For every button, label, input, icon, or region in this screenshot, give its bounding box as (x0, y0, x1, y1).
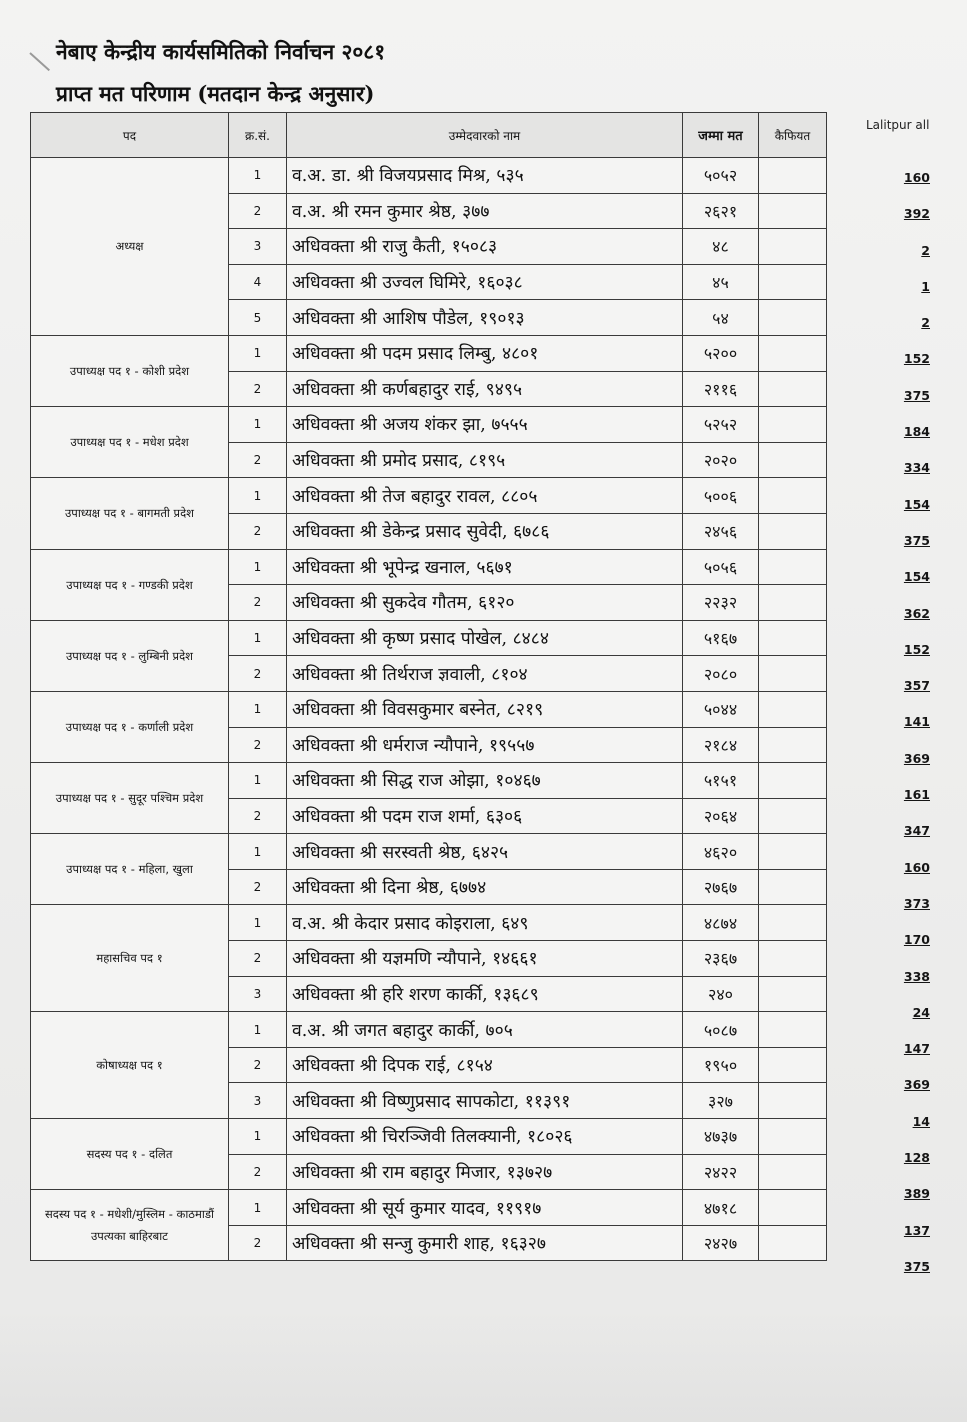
remarks-cell (759, 407, 827, 443)
sn-cell: 1 (229, 620, 287, 656)
remarks-cell (759, 442, 827, 478)
remarks-cell (759, 941, 827, 977)
lalitpur-value: 375 (903, 387, 930, 403)
remarks-cell (759, 193, 827, 229)
total-votes-cell: ४५ (683, 264, 759, 300)
post-cell: कोषाध्यक्ष पद १ (31, 1012, 229, 1119)
lalitpur-value: 392 (903, 206, 930, 222)
remarks-cell (759, 763, 827, 799)
total-votes-cell: १९५० (683, 1047, 759, 1083)
sn-cell: 2 (229, 727, 287, 763)
post-cell: उपाध्यक्ष पद १ - गण्डकी प्रदेश (31, 549, 229, 620)
header-total: जम्मा मत (683, 113, 759, 158)
remarks-cell (759, 585, 827, 621)
total-votes-cell: २६२१ (683, 193, 759, 229)
remarks-cell (759, 158, 827, 194)
candidate-name-cell: अधिवक्ता श्री सिद्ध राज ओझा, १०४६७ (287, 763, 683, 799)
header-sn: क्र.सं. (229, 113, 287, 158)
remarks-cell (759, 976, 827, 1012)
header-remarks: कैफियत (759, 113, 827, 158)
candidate-name-cell: अधिवक्ता श्री सन्जु कुमारी शाह, १६३२७ (287, 1225, 683, 1261)
candidate-name-cell: अधिवक्ता श्री दिपक राई, ८१५४ (287, 1047, 683, 1083)
candidate-name-cell: व.अ. श्री जगत बहादुर कार्की, ७०५ (287, 1012, 683, 1048)
total-votes-cell: ४८७४ (683, 905, 759, 941)
remarks-cell (759, 1190, 827, 1226)
total-votes-cell: २०८० (683, 656, 759, 692)
remarks-cell (759, 905, 827, 941)
lalitpur-value: 362 (903, 605, 930, 621)
remarks-cell (759, 1083, 827, 1119)
remarks-cell (759, 335, 827, 371)
total-votes-cell: २०२० (683, 442, 759, 478)
sn-cell: 4 (229, 264, 287, 300)
lalitpur-value: 152 (903, 351, 930, 367)
sn-cell: 1 (229, 1119, 287, 1155)
lalitpur-column (880, 160, 930, 1285)
candidate-name-cell: अधिवक्ता श्री सरस्वती श्रेष्ठ, ६४२५ (287, 834, 683, 870)
lalitpur-value: 160 (903, 170, 930, 185)
lalitpur-value: 334 (903, 460, 930, 476)
sn-cell: 1 (229, 407, 287, 443)
table-row (31, 335, 827, 371)
lalitpur-value: 170 (903, 932, 930, 948)
table-header-row (31, 113, 827, 158)
fold-mark (29, 52, 50, 71)
total-votes-cell: २४० (683, 976, 759, 1012)
sn-cell: 1 (229, 478, 287, 514)
total-votes-cell: ५०४४ (683, 691, 759, 727)
candidate-name-cell: अधिवक्ता श्री सुकदेव गौतम, ६१२० (287, 585, 683, 621)
candidate-name-cell: अधिवक्ता श्री राम बहादुर मिजार, १३७२७ (287, 1154, 683, 1190)
sn-cell: 3 (229, 1083, 287, 1119)
remarks-cell (759, 691, 827, 727)
remarks-cell (759, 549, 827, 585)
lalitpur-header: Lalitpur all (866, 118, 930, 132)
header-candidate: उम्मेदवारको नाम (287, 113, 683, 158)
sn-cell: 5 (229, 300, 287, 336)
candidate-name-cell: अधिवक्ता श्री भूपेन्द्र खनाल, ५६७१ (287, 549, 683, 585)
candidate-name-cell: अधिवक्ता श्री सूर्य कुमार यादव, ११९१७ (287, 1190, 683, 1226)
sn-cell: 1 (229, 549, 287, 585)
candidate-name-cell: अधिवक्ता श्री पदम राज शर्मा, ६३०६ (287, 798, 683, 834)
sn-cell: 2 (229, 1154, 287, 1190)
table-row (31, 905, 827, 941)
remarks-cell (759, 620, 827, 656)
lalitpur-value: 24 (912, 1004, 930, 1020)
lalitpur-value: 389 (903, 1186, 930, 1202)
total-votes-cell: २०६४ (683, 798, 759, 834)
total-votes-cell: ५०८७ (683, 1012, 759, 1048)
post-cell: उपाध्यक्ष पद १ - लुम्बिनी प्रदेश (31, 620, 229, 691)
sn-cell: 1 (229, 158, 287, 194)
candidate-name-cell: व.अ. डा. श्री विजयप्रसाद मिश्र, ५३५ (287, 158, 683, 194)
post-cell: उपाध्यक्ष पद १ - कोशी प्रदेश (31, 335, 229, 406)
table-row (31, 834, 827, 870)
remarks-cell (759, 513, 827, 549)
lalitpur-value: 154 (903, 569, 930, 585)
post-cell: सदस्य पद १ - दलित (31, 1119, 229, 1190)
sn-cell: 2 (229, 193, 287, 229)
header-post: पद (31, 113, 229, 158)
total-votes-cell: ३२७ (683, 1083, 759, 1119)
total-votes-cell: २११६ (683, 371, 759, 407)
lalitpur-value: 160 (903, 859, 930, 875)
lalitpur-value: 357 (903, 678, 930, 694)
table-row (31, 1190, 827, 1226)
post-cell: उपाध्यक्ष पद १ - बागमती प्रदेश (31, 478, 229, 549)
results-table (30, 112, 827, 1261)
lalitpur-value: 154 (903, 496, 930, 512)
sn-cell: 1 (229, 1190, 287, 1226)
lalitpur-value: 137 (903, 1222, 930, 1238)
post-cell: उपाध्यक्ष पद १ - कर्णाली प्रदेश (31, 691, 229, 762)
total-votes-cell: ४६२० (683, 834, 759, 870)
lalitpur-value: 347 (903, 823, 930, 839)
post-cell: उपाध्यक्ष पद १ - मधेश प्रदेश (31, 407, 229, 478)
remarks-cell (759, 727, 827, 763)
candidate-name-cell: अधिवक्ता श्री प्रमोद प्रसाद, ८१९५ (287, 442, 683, 478)
candidate-name-cell: अधिवक्ता श्री यज्ञमणि न्यौपाने, १४६६१ (287, 941, 683, 977)
post-cell: सदस्य पद १ - मधेशी/मुस्लिम - काठमाडौं उपत्यका बाहिरबाट (31, 1190, 229, 1261)
candidate-name-cell: अधिवक्ता श्री आशिष पौडेल, १९०१३ (287, 300, 683, 336)
lalitpur-value: 184 (903, 424, 930, 440)
candidate-name-cell: अधिवक्ता श्री पदम प्रसाद लिम्बु, ४८०१ (287, 335, 683, 371)
remarks-cell (759, 1225, 827, 1261)
table-row (31, 549, 827, 585)
sn-cell: 1 (229, 834, 287, 870)
remarks-cell (759, 656, 827, 692)
sn-cell: 1 (229, 691, 287, 727)
sn-cell: 2 (229, 585, 287, 621)
total-votes-cell: ४७३७ (683, 1119, 759, 1155)
sn-cell: 1 (229, 335, 287, 371)
remarks-cell (759, 371, 827, 407)
remarks-cell (759, 300, 827, 336)
sn-cell: 2 (229, 798, 287, 834)
lalitpur-value: 147 (903, 1041, 930, 1057)
total-votes-cell: २४२२ (683, 1154, 759, 1190)
candidate-name-cell: अधिवक्ता श्री दिना श्रेष्ठ, ६७७४ (287, 869, 683, 905)
candidate-name-cell: अधिवक्ता श्री डेकेन्द्र प्रसाद सुवेदी, ६७८६ (287, 513, 683, 549)
remarks-cell (759, 264, 827, 300)
table-row (31, 691, 827, 727)
lalitpur-value: 2 (921, 315, 930, 331)
sn-cell: 2 (229, 442, 287, 478)
post-cell: उपाध्यक्ष पद १ - सुदूर पश्चिम प्रदेश (31, 763, 229, 834)
total-votes-cell: ४७१८ (683, 1190, 759, 1226)
remarks-cell (759, 478, 827, 514)
lalitpur-value: 2 (921, 242, 930, 258)
candidate-name-cell: व.अ. श्री केदार प्रसाद कोइराला, ६४९ (287, 905, 683, 941)
remarks-cell (759, 229, 827, 265)
total-votes-cell: ५१५१ (683, 763, 759, 799)
total-votes-cell: २४२७ (683, 1225, 759, 1261)
table-body (31, 158, 827, 1261)
total-votes-cell: २७६७ (683, 869, 759, 905)
lalitpur-value: 141 (903, 714, 930, 730)
total-votes-cell: २१८४ (683, 727, 759, 763)
candidate-name-cell: अधिवक्ता श्री कर्णबहादुर राई, ९४९५ (287, 371, 683, 407)
total-votes-cell: ५१६७ (683, 620, 759, 656)
remarks-cell (759, 1154, 827, 1190)
sn-cell: 3 (229, 976, 287, 1012)
total-votes-cell: २४५६ (683, 513, 759, 549)
sn-cell: 1 (229, 763, 287, 799)
sn-cell: 3 (229, 229, 287, 265)
post-cell: महासचिव पद १ (31, 905, 229, 1012)
remarks-cell (759, 834, 827, 870)
lalitpur-value: 161 (903, 787, 930, 803)
photo-shading (0, 1312, 967, 1422)
lalitpur-value: 369 (903, 750, 930, 766)
lalitpur-value: 375 (903, 532, 930, 548)
total-votes-cell: ५०५२ (683, 158, 759, 194)
candidate-name-cell: अधिवक्ता श्री तिर्थराज ज्ञवाली, ८१०४ (287, 656, 683, 692)
document-subtitle: प्राप्त मत परिणाम (मतदान केन्द्र अनुसार) (56, 81, 375, 106)
total-votes-cell: ५४ (683, 300, 759, 336)
total-votes-cell: ५०५६ (683, 549, 759, 585)
candidate-name-cell: अधिवक्ता श्री अजय शंकर झा, ७५५५ (287, 407, 683, 443)
lalitpur-value: 1 (921, 278, 930, 294)
remarks-cell (759, 1119, 827, 1155)
candidate-name-cell: अधिवक्ता श्री धर्मराज न्यौपाने, १९५५७ (287, 727, 683, 763)
total-votes-cell: २२३२ (683, 585, 759, 621)
table-row (31, 158, 827, 194)
lalitpur-value: 152 (903, 641, 930, 657)
candidate-name-cell: अधिवक्ता श्री विवसकुमार बस्नेत, ८२१९ (287, 691, 683, 727)
total-votes-cell: ४८ (683, 229, 759, 265)
table-row (31, 478, 827, 514)
table-row (31, 1012, 827, 1048)
lalitpur-value: 369 (903, 1077, 930, 1093)
remarks-cell (759, 798, 827, 834)
remarks-cell (759, 1047, 827, 1083)
sn-cell: 2 (229, 656, 287, 692)
table-row (31, 1119, 827, 1155)
sn-cell: 2 (229, 1225, 287, 1261)
total-votes-cell: ५००६ (683, 478, 759, 514)
document-title: नेबाए केन्द्रीय कार्यसमितिको निर्वाचन २०८१ (56, 39, 386, 64)
sn-cell: 2 (229, 371, 287, 407)
lalitpur-value: 14 (912, 1113, 930, 1129)
table-row (31, 763, 827, 799)
post-cell: उपाध्यक्ष पद १ - महिला, खुला (31, 834, 229, 905)
candidate-name-cell: अधिवक्ता श्री चिरञ्जिवी तिलक्यानी, १८०२६ (287, 1119, 683, 1155)
table-row (31, 407, 827, 443)
sn-cell: 2 (229, 513, 287, 549)
table-row (31, 620, 827, 656)
candidate-name-cell: अधिवक्ता श्री कृष्ण प्रसाद पोखेल, ८४८४ (287, 620, 683, 656)
post-cell: अध्यक्ष (31, 158, 229, 336)
lalitpur-value: 373 (903, 895, 930, 911)
remarks-cell (759, 1012, 827, 1048)
candidate-name-cell: अधिवक्ता श्री विष्णुप्रसाद सापकोटा, ११३९१ (287, 1083, 683, 1119)
sn-cell: 1 (229, 1012, 287, 1048)
candidate-name-cell: अधिवक्ता श्री राजु कैती, १५०८३ (287, 229, 683, 265)
total-votes-cell: ५२०० (683, 335, 759, 371)
sn-cell: 2 (229, 869, 287, 905)
lalitpur-value: 338 (903, 968, 930, 984)
candidate-name-cell: व.अ. श्री रमन कुमार श्रेष्ठ, ३७७ (287, 193, 683, 229)
lalitpur-value: 128 (903, 1150, 930, 1166)
sn-cell: 2 (229, 1047, 287, 1083)
total-votes-cell: २३६७ (683, 941, 759, 977)
candidate-name-cell: अधिवक्ता श्री तेज बहादुर रावल, ८८०५ (287, 478, 683, 514)
total-votes-cell: ५२५२ (683, 407, 759, 443)
candidate-name-cell: अधिवक्ता श्री हरि शरण कार्की, १३६८९ (287, 976, 683, 1012)
lalitpur-value: 375 (903, 1258, 930, 1274)
sn-cell: 1 (229, 905, 287, 941)
sn-cell: 2 (229, 941, 287, 977)
remarks-cell (759, 869, 827, 905)
candidate-name-cell: अधिवक्ता श्री उज्वल घिमिरे, १६०३८ (287, 264, 683, 300)
